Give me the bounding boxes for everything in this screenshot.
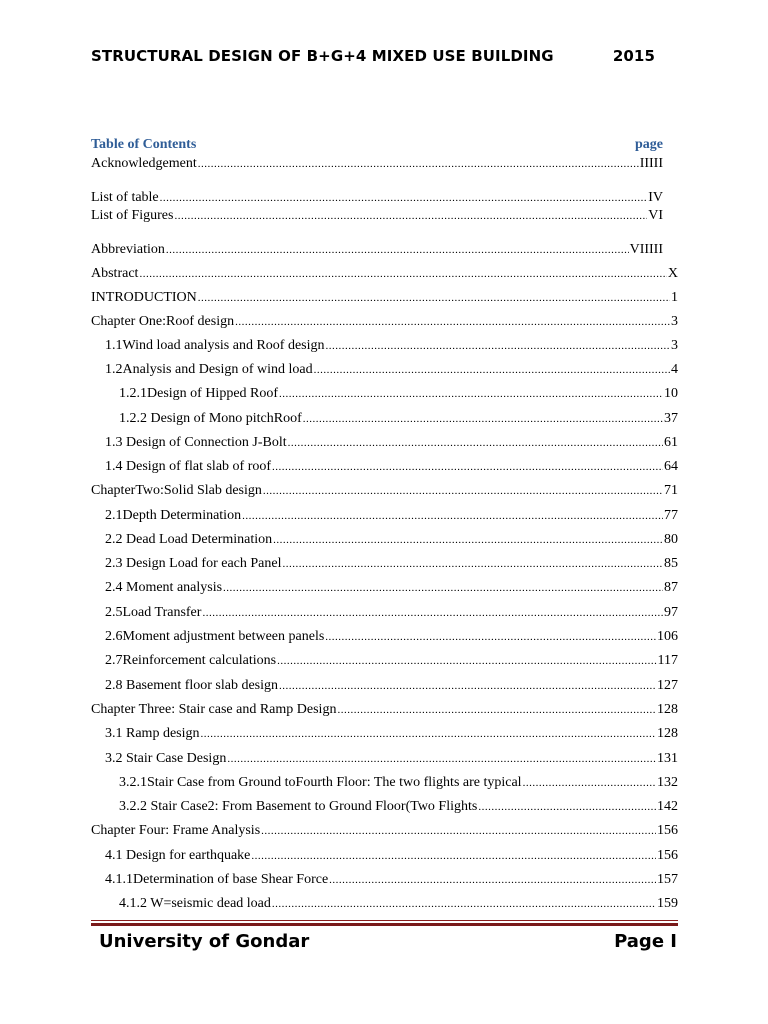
toc-entry-1-2[interactable]: 1.2Analysis and Design of wind load ..... 4: [105, 361, 678, 379]
footer-page-number: Page I: [614, 931, 677, 952]
toc-entry-2-3[interactable]: 2.3 Design Load for each Panel ..... 85: [105, 555, 678, 573]
toc-entry-2-2[interactable]: 2.2 Dead Load Determination ..... 80: [105, 531, 678, 549]
toc-entry-2-7[interactable]: 2.7Reinforcement calculations ..... 117: [105, 652, 678, 670]
toc-entry-chapter-four[interactable]: Chapter Four: Frame Analysis ..... 156: [91, 822, 678, 840]
toc-entry-abbreviation[interactable]: Abbreviation ..... VIIIII: [91, 241, 663, 259]
document-year: 2015: [612, 47, 655, 65]
toc-entry-1-3[interactable]: 1.3 Design of Connection J-Bolt ..... 61: [105, 434, 678, 452]
toc-entry-3-2-1[interactable]: 3.2.1Stair Case from Ground toFourth Floor: The two flights are typical ..... 132: [119, 774, 678, 792]
toc-entry-1-2-1[interactable]: 1.2.1Design of Hipped Roof ..... 10: [119, 385, 678, 403]
toc-entry-list-of-figures[interactable]: List of Figures ..... VI: [91, 207, 663, 225]
toc-entry-abstract[interactable]: Abstract ..... X: [91, 265, 678, 283]
toc-entry-introduction[interactable]: INTRODUCTION ..... 1: [91, 289, 678, 307]
toc-heading: Table of Contents: [91, 137, 197, 152]
toc-entry-4-1[interactable]: 4.1 Design for earthquake ..... 156: [105, 847, 678, 865]
document-title: STRUCTURAL DESIGN OF B+G+4 MIXED USE BUILDING: [91, 47, 554, 65]
toc-entry-3-2[interactable]: 3.2 Stair Case Design ..... 131: [105, 750, 678, 768]
toc-entry-3-1[interactable]: 3.1 Ramp design ..... 128: [105, 725, 678, 743]
toc-entry-3-2-2[interactable]: 3.2.2 Stair Case2: From Basement to Ground Floor(Two Flights ..... 142: [119, 798, 678, 816]
toc-entry-2-8[interactable]: 2.8 Basement floor slab design ..... 127: [105, 677, 678, 695]
footer-rule-thick: [91, 923, 678, 926]
footer-rule-thin: [91, 920, 678, 921]
toc-entry-4-1-2[interactable]: 4.1.2 W=seismic dead load ..... 159: [119, 895, 678, 913]
toc-entry-1-4[interactable]: 1.4 Design of flat slab of roof ..... 64: [105, 458, 678, 476]
page-footer: [99, 931, 677, 952]
toc-entry-2-1[interactable]: 2.1Depth Determination ..... 77: [105, 507, 678, 525]
toc-entry-chapter-one[interactable]: Chapter One:Roof design ..... 3: [91, 313, 678, 331]
toc-entry-1-2-2[interactable]: 1.2.2 Design of Mono pitchRoof ..... 37: [119, 410, 678, 428]
toc-entry-list-of-table[interactable]: List of table ..... IV: [91, 189, 663, 207]
toc-entry-2-5[interactable]: 2.5Load Transfer ..... 97: [105, 604, 678, 622]
toc-entry-2-6[interactable]: 2.6Moment adjustment between panels ..... 106: [105, 628, 678, 646]
toc-entry-chapter-three[interactable]: Chapter Three: Stair case and Ramp Design ..... 128: [91, 701, 678, 719]
toc-entry-acknowledgement[interactable]: Acknowledgement ..... IIIII: [91, 155, 663, 173]
toc-entry-2-4[interactable]: 2.4 Moment analysis ..... 87: [105, 579, 678, 597]
toc-entry-1-1[interactable]: 1.1Wind load analysis and Roof design ..... 3: [105, 337, 678, 355]
toc-page-label: page: [635, 137, 663, 152]
footer-university: University of Gondar: [99, 931, 310, 952]
toc-entry-4-1-1[interactable]: 4.1.1Determination of base Shear Force ..... 157: [105, 871, 678, 889]
toc-entry-chapter-two[interactable]: ChapterTwo:Solid Slab design ..... 71: [91, 482, 678, 500]
